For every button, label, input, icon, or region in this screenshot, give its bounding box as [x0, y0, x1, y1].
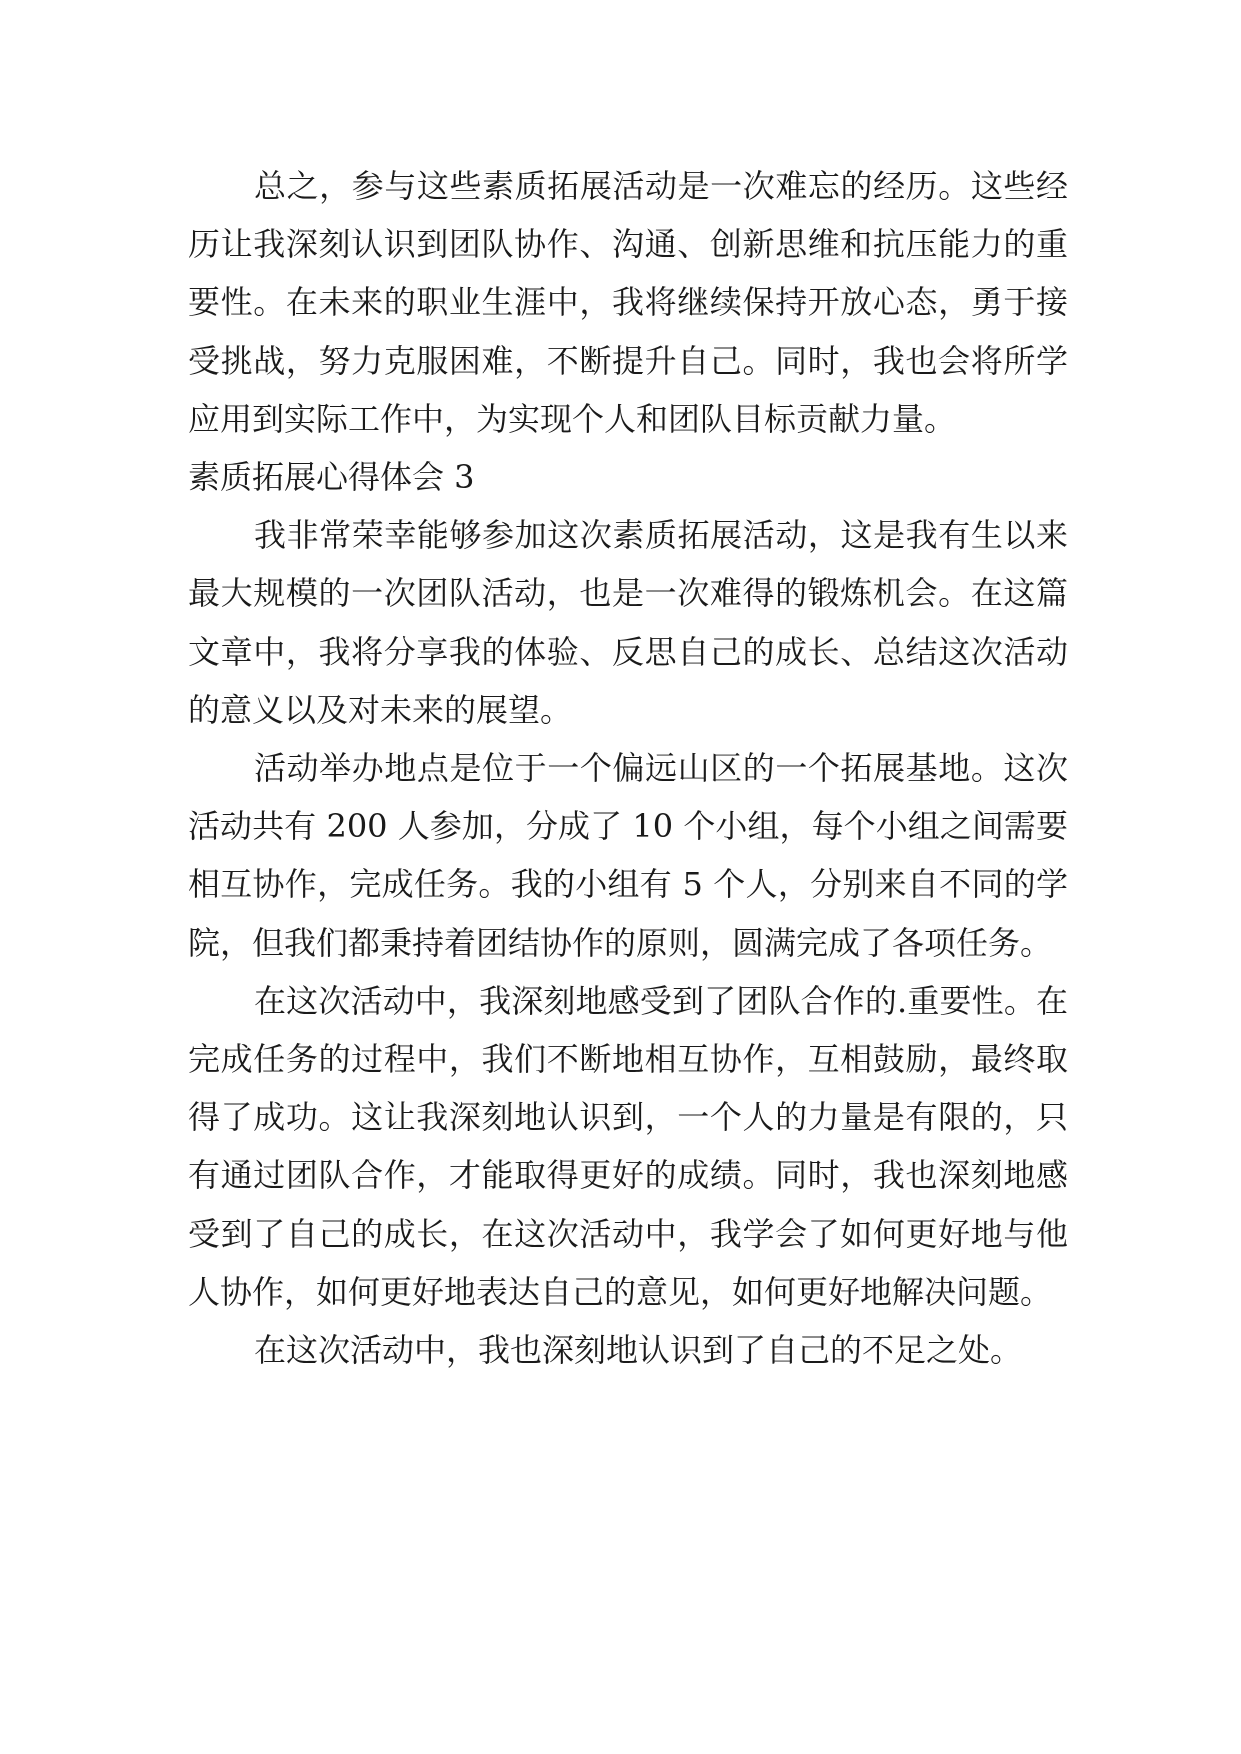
paragraph: 在这次活动中，我也深刻地认识到了自己的不足之处。 — [254, 1331, 1023, 1370]
paragraph: 在这次活动中，我深刻地感受到了团队合作的.重要性。在完成任务的过程中，我们不断地相互协作，互相鼓励，最终取得了成功。这让我深刻地认识到，一个人的力量是有限的，只有通过团队合作，才能取得更好的成绩。同时，我也深刻地感受到了自己的成长，在这次活动中，我学会了如何更好地与他人协作，如何更好地表达自己的意见，如何更好地解决问题。 — [188, 981, 1068, 1311]
section-heading: 素质拓展心得体会 3 — [188, 458, 475, 497]
paragraph: 我非常荣幸能够参加这次素质拓展活动，这是我有生以来最大规模的一次团队活动，也是一次难得的锻炼机会。在这篇文章中，我将分享我的体验、反思自己的成长、总结这次活动的意义以及对未来的展望。 — [188, 516, 1068, 729]
paragraph: 总之，参与这些素质拓展活动是一次难忘的经历。这些经历让我深刻认识到团队协作、沟通、创新思维和抗压能力的重要性。在未来的职业生涯中，我将继续保持开放心态，勇于接受挑战，努力克服困难，不断提升自己。同时，我也会将所学应用到实际工作中，为实现个人和团队目标贡献力量。 — [188, 167, 1068, 438]
document-page — [188, 157, 1068, 1379]
paragraph: 活动举办地点是位于一个偏远山区的一个拓展基地。这次活动共有 200 人参加，分成了 10 个小组，每个小组之间需要相互协作，完成任务。我的小组有 5 个人，分别来自不同的学院，但我们都秉持着团结协作的原则，圆满完成了各项任务。 — [188, 749, 1068, 962]
